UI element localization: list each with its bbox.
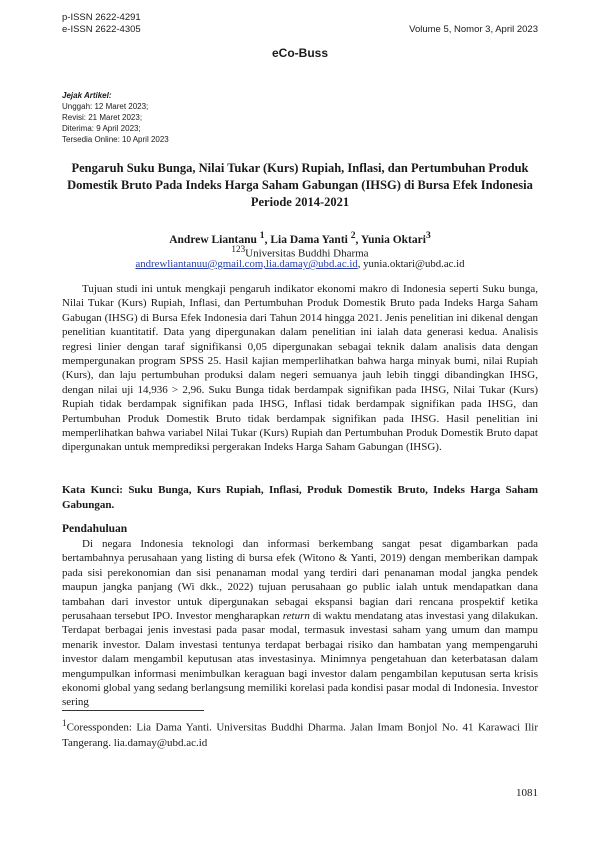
history-label: Jejak Artikel: <box>62 91 112 100</box>
issn-block <box>62 12 141 36</box>
abstract: Tujuan studi ini untuk mengkaji pengaruh indikator ekonomi makro di Indonesia seperti Suku bunga, Nilai Tukar (Kurs) Rupiah, Inflasi, dan Pertumbuhan Produk Domestik Bruto pada Indeks Harga Saham Gabugan (IHSG) di Bursa Efek Indonesia dari Tahun 2014 hingga 2021. Jenis penelitian ini dikenal dengan penelitian kuantitatif. Data yang dipergunakan dalam penelitian ini ialah data generasi kedua. Analisis regresi linier dengan taraf signifikansi 0,05 dipergunakan sebagai teknik dalam analisis data dengan mempergunakan program SPSS 25. Hasil kajian memperlihatkan bahwa harga minyak bumi, nilai Rupiah (Kurs), dan laju pertumbuhan produksi dalam negeri semuanya jauh lebih tinggi dibandingkan IHSG, dengan nilai uji 14,936 > 2,96. Suku Bunga tidak berdampak signifikan pada IHSG, Nilai Tukar (Kurs) Rupiah tidak berdampak signifikan pada IHSG, Inflasi tidak berdampak signifikan pada IHSG, dan Pertumbuhan Produk Domestik Bruto tidak berdampak signifikan pada IHSG. Hasil penelitian ini memperlihatkan bahwa variabel Nilai Tukar (Kurs) Rupiah dan Pertumbuhan Produk Domestik Bruto dapat dipergunakan untuk memprediksi pergerakan Indeks Harga Saham Gabungan (IHSG). <box>62 283 538 454</box>
keywords: Kata Kunci: Suku Bunga, Kurs Rupiah, Inflasi, Produk Domestik Bruto, Indeks Harga Saham Gabungan. <box>62 484 538 511</box>
email-text: , yunia.oktari@ubd.ac.id <box>357 258 465 270</box>
volume-info: Volume 5, Nomor 3, April 2023 <box>409 24 538 35</box>
history-item: Revisi: 21 Maret 2023; <box>62 113 143 122</box>
affiliation-name: Universitas Buddhi Dharma <box>245 247 369 260</box>
intro-text: Di negara Indonesia teknologi dan informasi berkembang sangat pesat digambarkan pada bertambahnya perusahaan yang listing di bursa efek (Witono & Yanti, 2019) dengan memberikan dampak pada sisi perekonomian dan sisi penanaman modal yang terdiri dari penanaman modal jangka pendek maupun jangka panjang (Wi dkk., 2022) tujuan perusahaan go public ialah untuk mendapatkan dana tambahan dari investor untuk dipergunakan sebagai ekspansi bagian dari rencana prospektif ketika perusahaan tersebut IPO. Investor mengharapkan <box>62 538 538 623</box>
footnote-divider <box>62 710 204 711</box>
affiliation-superscript: 123 <box>231 244 246 254</box>
paper-title: Pengaruh Suku Bunga, Nilai Tukar (Kurs) Rupiah, Inflasi, dan Pertumbuhan Produk Domestik Bruto Pada Indeks Harga Saham Gabungan (IHSG) di Bursa Efek Indonesia Periode 2014-2021 <box>67 161 533 209</box>
footnote-marker: 1 <box>62 718 67 728</box>
page-number: 1081 <box>516 787 538 799</box>
intro-emphasis: return <box>282 610 310 623</box>
issn-print: p-ISSN 2622-4291 <box>62 12 141 23</box>
history-item: Unggah: 12 Maret 2023; <box>62 102 149 111</box>
footnote-text: Coressponden: Lia Dama Yanti. Universitas Buddhi Dharma. Jalan Imam Bonjol No. 41 Karawaci Ilir Tangerang. lia.damay@ubd.ac.id <box>62 721 538 749</box>
author-line: Andrew Liantanu $^1$, Lia Dama Yanti $^2$, Yunia Oktari$^3$ <box>169 230 431 246</box>
email-link[interactable]: andrewliantanuu@gmail.com,lia.damay@ubd.ac.id <box>135 258 358 270</box>
journal-name: eCo-Buss <box>271 46 328 60</box>
author-superscript: 1 <box>259 230 265 241</box>
author-superscript: 2 <box>350 230 356 241</box>
author-name: Yunia Oktari <box>360 233 426 246</box>
author-emails <box>0 258 600 270</box>
issn-online: e-ISSN 2622-4305 <box>62 24 141 35</box>
history-item: Diterima: 9 April 2023; <box>62 124 141 133</box>
author-superscript: 3 <box>425 230 431 241</box>
section-heading: Pendahuluan <box>62 523 128 535</box>
intro-text: di waktu mendatang atas investasi yang dilakukan. Terdapat berbagai jenis investasi pada pasar modal, termasuk investasi saham yang umum dan mampu menarik investor. Dalam investasi tentunya terdapat berbagai risiko dan hambatan yang mempengaruhi investor dalam mengambil keputusan atas investasinya. Minimnya pengetahuan dan keterbatasan dalam mengumpulkan informasi menimbulkan keraguan bagi investor dalam pengambilan keputusan serta krisis ekonomi global yang sedang berlangsung memiliki korelasi pada kondisi pasar modal di Indonesia. Investor sering <box>62 610 539 709</box>
article-history <box>62 90 169 145</box>
intro-paragraph <box>62 537 538 710</box>
history-item: Tersedia Online: 10 April 2023 <box>62 135 169 144</box>
author-name: Lia Dama Yanti <box>270 233 348 246</box>
author-name: Andrew Liantanu <box>169 233 257 246</box>
footnote <box>62 716 538 751</box>
